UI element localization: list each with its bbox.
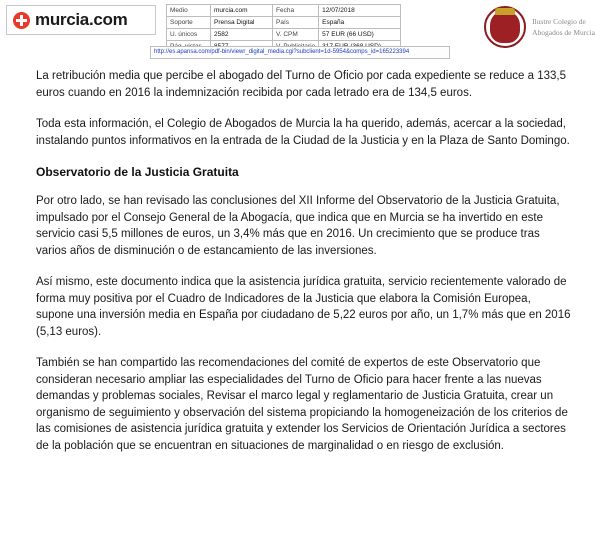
article-paragraph: También se han compartido las recomendaciones del comité de expertos de este Observatorio que consideran necesario ampliar las especialidades del Turno de Oficio para hacer frente a las nuevas demandas y problemas sociales, Revisar el marco legal y reglamentario de Justicia Gratuita, crear un organismo de seguimiento y observación del sistema propiciando la homogeneización de los criterios de las comisiones de asistencia jurídica gratuita y extender los Servicios de Orientación Jurídica a sectores de la población que se encuentran en situaciones de marginalidad o en riesgo de exclusión. bbox=[36, 357, 568, 452]
institution-name bbox=[532, 16, 595, 38]
metric-label: Soporte bbox=[167, 17, 211, 29]
source-url[interactable]: http://es.apansa.com/pdf-bin/viewr_digital_media.cgi?subclient=1d-5954&comps_id=165223394 bbox=[150, 46, 450, 59]
site-logo-text: murcia.com bbox=[35, 10, 128, 29]
article-paragraph: La retribución media que percibe el abogado del Turno de Oficio por cada expediente se reduce a 133,5 euros cuando en 2016 la indemnización recibida por cada letrado era de 134,5 euros. bbox=[36, 70, 566, 99]
metric-value: 2582 bbox=[211, 29, 273, 41]
institution-line-2: Abogados de Murcia bbox=[532, 28, 595, 37]
institution-block bbox=[484, 6, 599, 48]
cross-plus-icon bbox=[13, 12, 30, 29]
metric-label: V. CPM bbox=[273, 29, 319, 41]
metric-label: País bbox=[273, 17, 319, 29]
metric-label: Medio bbox=[167, 5, 211, 17]
metric-value: Prensa Digital bbox=[211, 17, 273, 29]
table-row bbox=[167, 17, 401, 29]
table-row bbox=[167, 5, 401, 17]
section-heading: Observatorio de la Justicia Gratuita bbox=[36, 165, 239, 179]
metric-value: 12/07/2018 bbox=[319, 5, 401, 17]
metric-value: España bbox=[319, 17, 401, 29]
article-body bbox=[0, 62, 605, 454]
clipping-header bbox=[0, 0, 605, 62]
article-paragraph: Así mismo, este documento indica que la asistencia jurídica gratuita, servicio recientemente valorado de forma muy positiva por el Cuadro de Indicadores de la Justicia que elabora la Comisión Europea, supone una inversión media en España por ciudadano de 5,22 euros por año, un 1,7% más que en 2016 (5,13 euros). bbox=[36, 276, 571, 338]
coat-of-arms-seal-icon bbox=[484, 6, 526, 48]
article-paragraph: Por otro lado, se han revisado las conclusiones del XII Informe del Observatorio de la Justicia Gratuita, impulsado por el Consejo General de la Abogacía, que indica que en Murcia se ha invertido en este servicio casi 5,5 millones de euros, un 3,4% más que en 2016. Un crecimiento que se produce tras varios años de disminución o de estancamiento de las inversiones. bbox=[36, 195, 560, 257]
article-paragraph: Toda esta información, el Colegio de Abogados de Murcia la ha querido, además, acercar a la sociedad, instalando puntos informativos en la entrada de la Ciudad de la Justicia y en la Plaza de Santo Domingo. bbox=[36, 118, 570, 147]
table-row bbox=[167, 29, 401, 41]
metric-label: U. únicos bbox=[167, 29, 211, 41]
institution-line-1: Ilustre Colegio de bbox=[532, 17, 586, 26]
site-logo bbox=[6, 5, 156, 35]
metric-value: murcia.com bbox=[211, 5, 273, 17]
metric-value: 57 EUR (66 USD) bbox=[319, 29, 401, 41]
metric-label: Fecha bbox=[273, 5, 319, 17]
